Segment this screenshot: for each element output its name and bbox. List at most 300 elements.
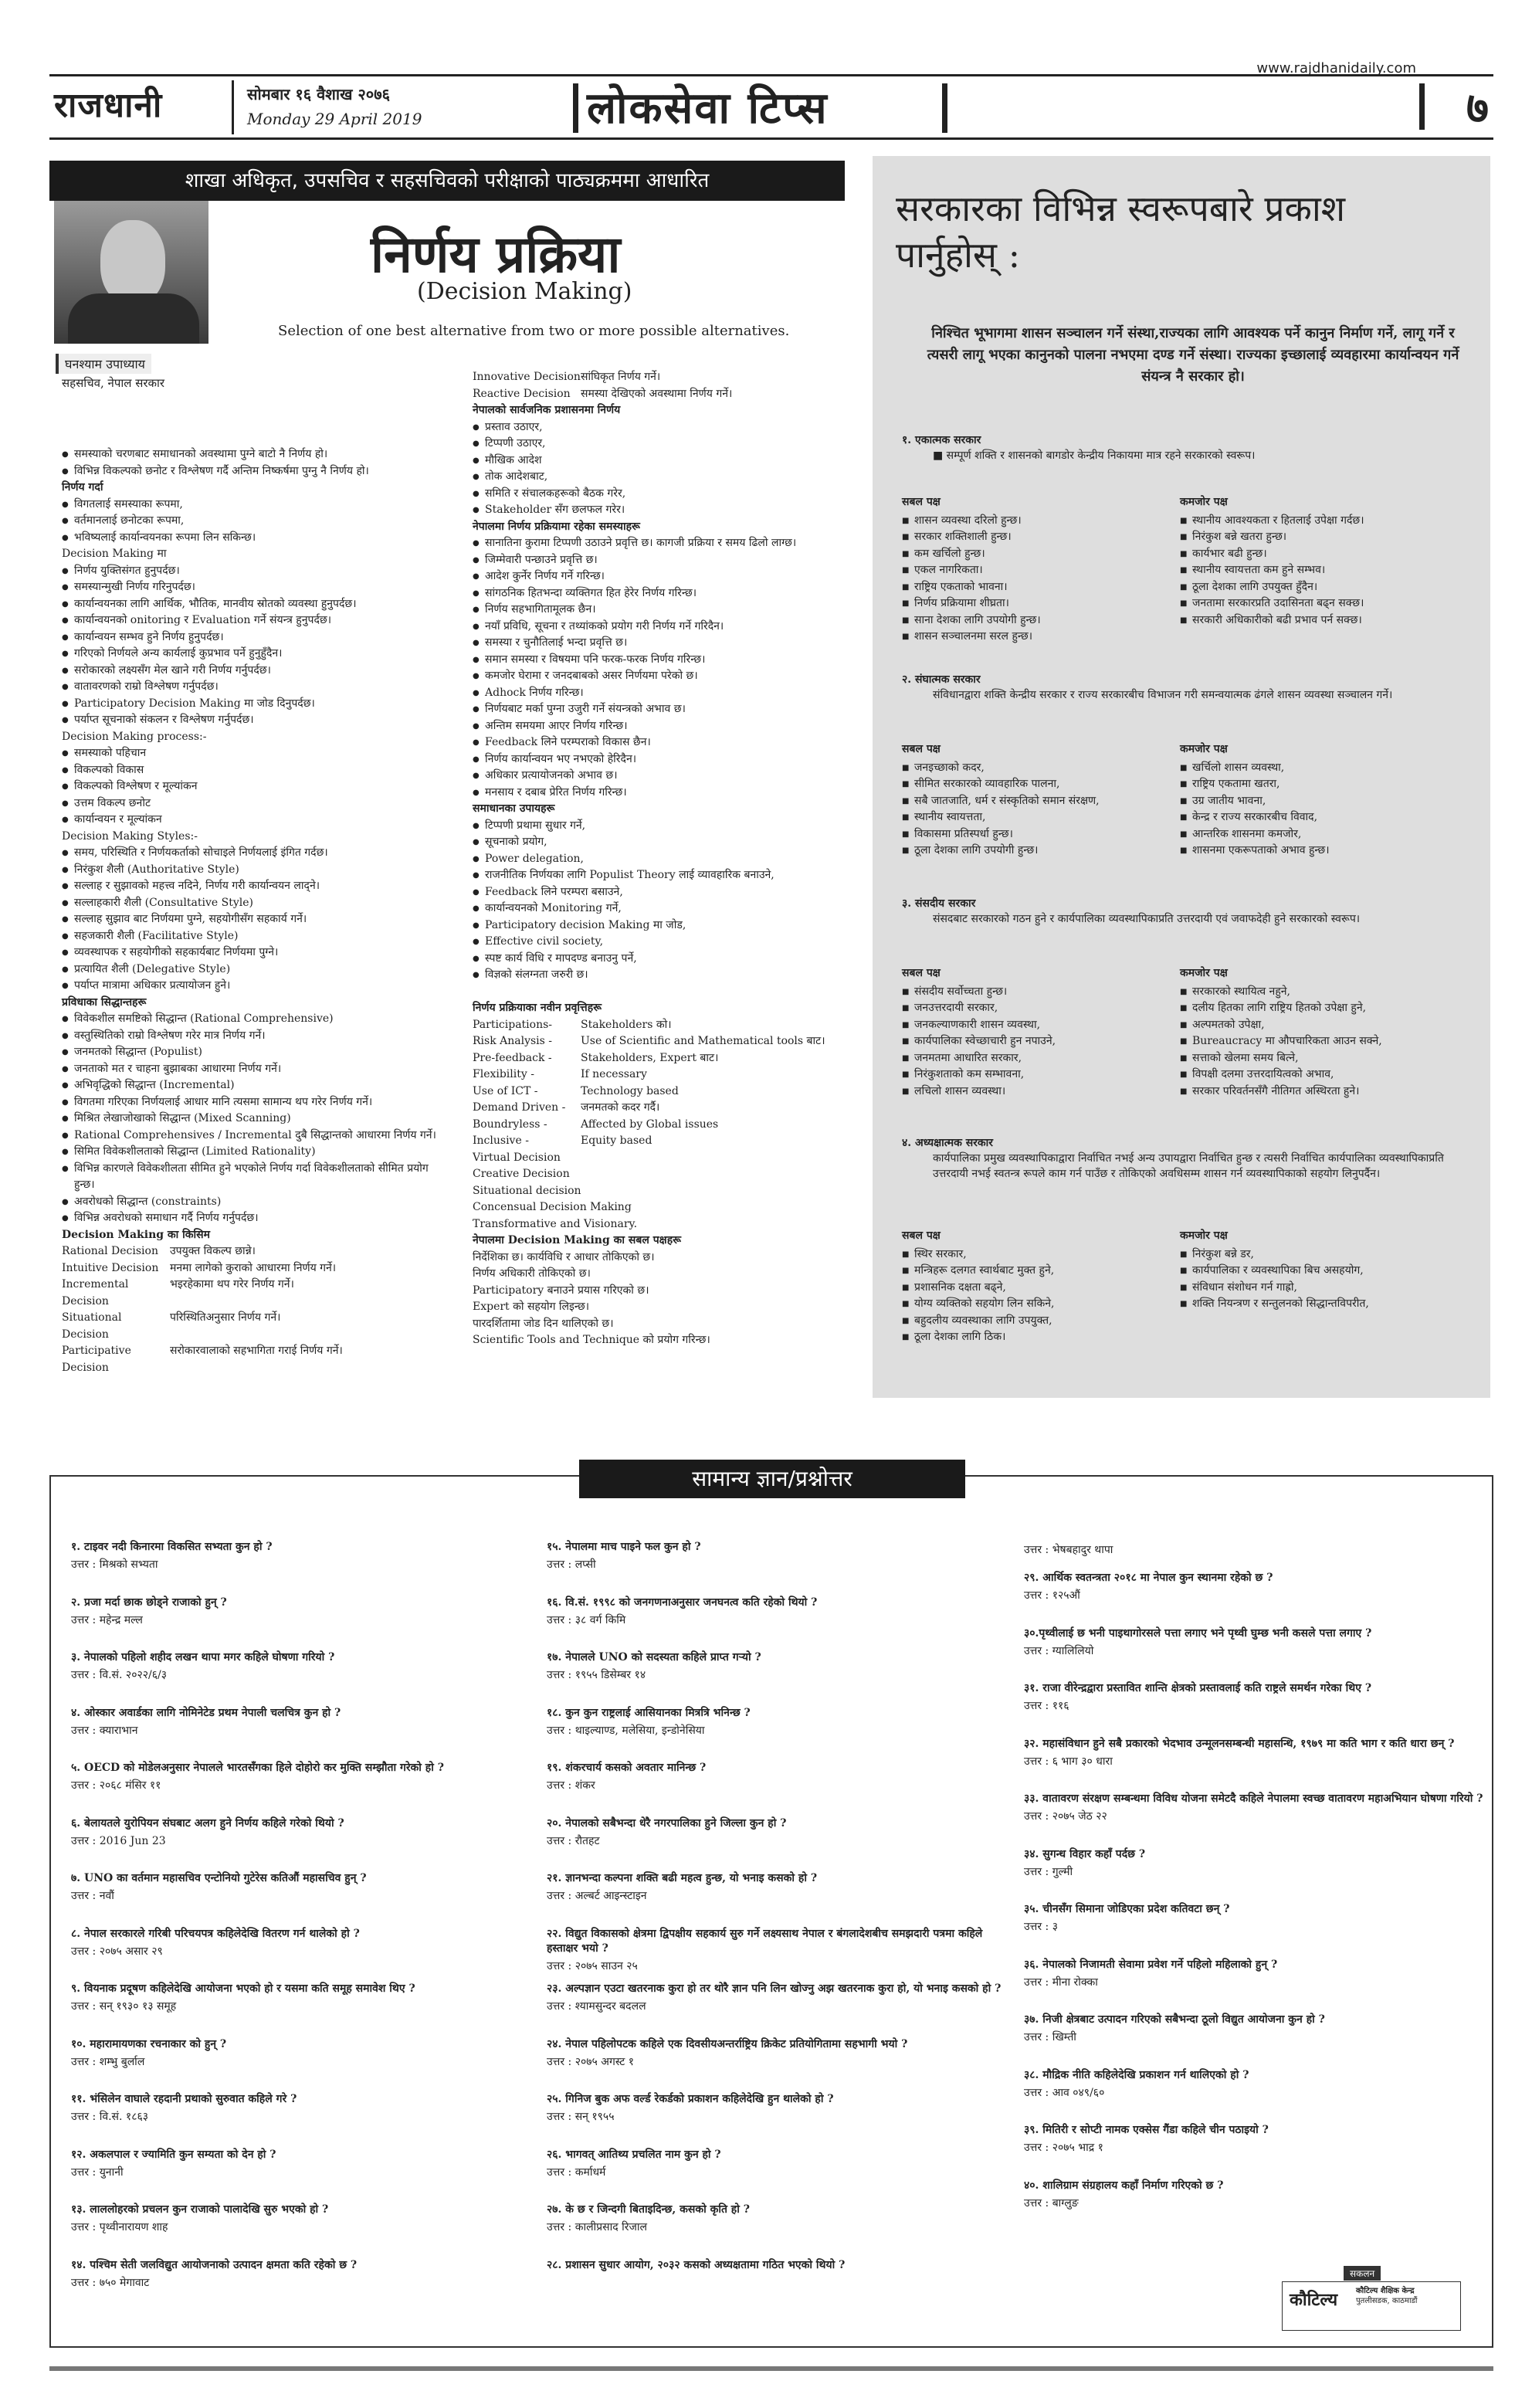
weak-item: ■ स्थानीय स्वायत्तता कम हुने सम्भव। [1192, 562, 1458, 579]
qa-answer: उत्तर : २०६८ मंसिर ११ [71, 1779, 161, 1792]
qa-answer: उत्तर : पृथ्वीनारायण शाह [71, 2221, 168, 2233]
qa-answer: उत्तर : १२५औं [1024, 1589, 1080, 1602]
term-desc: परिस्थितिअनुसार निर्णय गर्ने। [170, 1311, 281, 1324]
qa-question: ३३. वातावरण संरक्षण सम्बन्धमा विविध योजना समेटदै कहिले नेपालमा स्वच्छ वातावरण महाअभियान घोषणा गरियो ? [1024, 1792, 1483, 1805]
qa-question: ३०.पृथ्वीलाई छ भनी पाइथागोरसले पत्ता लगाए भने पृथ्वी घुम्छ भनी कसले पत्ता लगाए ? [1024, 1626, 1372, 1640]
qa-answer: उत्तर : २०७५ असार २९ [71, 1945, 163, 1958]
qa-question: ३. नेपालको पहिलो शहीद लखन थापा मगर कहिले घोषणा गरियो ? [71, 1651, 335, 1664]
qa-answer: उत्तर : १९५५ डिसेम्बर १४ [547, 1669, 646, 1681]
bullet-item: ● कार्यान्वयनको Monitoring गर्ने, [485, 900, 859, 917]
weak-list [1180, 1246, 1458, 1313]
term-row [62, 1277, 448, 1310]
qa-item [547, 2203, 1010, 2258]
qa-question: १२. अकलपाल र ज्यामिति कुन सम्यता को देन हो ? [71, 2148, 276, 2161]
qa-item [547, 1706, 1010, 1762]
text-line: Expert को सहयोग लिइन्छ। [473, 1301, 590, 1313]
weak-item: ■ राष्ट्रिय एकतामा खतरा, [1192, 776, 1458, 793]
qa-item [1024, 2123, 1487, 2179]
strong-item: ■ विकासमा प्रतिस्पर्धा हुन्छ। [914, 826, 1180, 843]
strong-points [902, 741, 1180, 860]
qa-item [71, 1650, 534, 1706]
weak-item: ■ कार्यपालिका र व्यवस्थापिका बिच असहयोग, [1192, 1263, 1458, 1280]
qa-item [1024, 1792, 1487, 1847]
text-line: Decision Making process:- [62, 730, 207, 743]
strong-points [902, 494, 1180, 646]
qa-item [1024, 1681, 1487, 1737]
bullet-item: ● टिप्पणी उठाएर, [485, 436, 859, 453]
term-desc: Equity based [581, 1134, 652, 1147]
qa-item [547, 1650, 1010, 1706]
bullet-item: ● मनसाय र दबाब प्रेरित निर्णय गरिन्छ। [485, 785, 859, 802]
subheading: नेपालमा निर्णय प्रक्रियामा रहेका समस्याहरू [473, 520, 640, 533]
qa-item [1024, 1626, 1487, 1682]
qa-answer: उत्तर : सन् १९५५ [547, 2111, 615, 2123]
weak-item: ■ कार्यभार बढी हुन्छ। [1192, 546, 1458, 563]
term-row [473, 1017, 859, 1034]
footer-rule [49, 2366, 1493, 2371]
weak-item: ■ विपक्षी दलमा उत्तरदायित्वको अभाव, [1192, 1067, 1458, 1084]
qa-question: २१. ज्ञानभन्दा कल्पना शक्ति बढी महत्व हुन्छ, यो भनाइ कसको हो ? [547, 1872, 818, 1884]
weak-item: ■ स्थानीय आवश्यकता र हितलाई उपेक्षा गर्दछ। [1192, 513, 1458, 530]
qa-answer: उत्तर : ३८ वर्ग किमि [547, 1613, 626, 1626]
weak-item: ■ सरकारको स्थायित्व नहुने, [1192, 984, 1458, 1001]
bullet-item: ● समस्यान्मुखी निर्णय गरिनुपर्दछ। [74, 579, 448, 596]
strong-item: ■ संसदीय सर्वोच्चता हुन्छ। [914, 984, 1180, 1001]
qa-question: २३. अल्पज्ञान एउटा खतरनाक कुरा हो तर थोरै ज्ञान पनि लिन खोज्नु अझ खतरनाक कुरा हो, यो भनाइ कसको हो ? [547, 1982, 1002, 1995]
qa-question: ३४. सुगन्ध विहार कहाँ पर्दछ ? [1024, 1847, 1146, 1860]
weak-item: ■ केन्द्र र राज्य सरकारबीच विवाद, [1192, 809, 1458, 826]
qa-item [1024, 1571, 1487, 1626]
term-desc: Use of Scientific and Mathematical tools बाट। [581, 1035, 825, 1047]
bullet-item: ● समान समस्या र विषयमा पनि फरक-फरक निर्णय गरिन्छ। [485, 652, 859, 669]
term-desc: Affected by Global issues [581, 1118, 719, 1131]
bullet-item: ● राजनीतिक निर्णयका लागि Populist Theory लाई व्यावहारिक बनाउने, [485, 867, 859, 884]
bullet-item: ● विकल्पको विश्लेषण र मूल्यांकन [74, 778, 448, 795]
strong-item: ■ जनइच्छाको कदर, [914, 760, 1180, 777]
subheading: नेपालको सार्वजनिक प्रशासनमा निर्णय [473, 404, 621, 416]
text-line: Virtual Decision [473, 1151, 561, 1164]
bullet-item: ● सल्लाह र सुझावको महत्त्व नदिने, निर्णय गरी कार्यान्वयन लाद्ने। [74, 878, 448, 895]
govt-section [902, 672, 1473, 703]
bullet-item: ● गरिएको निर्णयले अन्य कार्यलाई कुप्रभाव पर्ने हुनुहुँदैन। [74, 646, 448, 663]
bullet-item: ● निर्णय सहभागितामूलक छैन। [485, 602, 859, 619]
strong-points [902, 1228, 1180, 1346]
subheading: Decision Making का किसिम [62, 1228, 211, 1241]
bullet-item: ● सल्लाह सुझाव बाट निर्णयमा पुग्ने, सहयोगीसँग सहकार्य गर्ने। [74, 911, 448, 928]
date-english: Monday 29 April 2019 [247, 110, 422, 128]
weak-list [1180, 984, 1458, 1101]
weak-item: ■ सरकारी अधिकारीको बढी प्रभाव पर्न सक्छ। [1192, 612, 1458, 629]
weak-item: ■ जनतामा सरकारप्रति उदासिनता बढ्न सक्छ। [1192, 595, 1458, 612]
qa-answer: उत्तर : नवौं [71, 1890, 114, 1902]
bullet-item: ● आदेश कुर्नेर निर्णय गर्ने गरिन्छ। [485, 568, 859, 585]
qa-item [71, 1927, 534, 1982]
qa-column-3 [1024, 1540, 1487, 2233]
qa-answer: उत्तर : खिम्ती [1024, 2031, 1076, 2043]
qa-question: २७. के छ र जिन्दगी बिताइदिन्छ, कसको कृति हो ? [547, 2203, 750, 2216]
qa-column-1 [71, 1540, 534, 2313]
term-label: Incremental Decision [62, 1278, 129, 1307]
weak-label: कमजोर पक्ष [1180, 496, 1228, 508]
qa-answer: उत्तर : ३ [1024, 1921, 1058, 1933]
bullet-item: ● समिति र संचालकहरूको बैठक गरेर, [485, 486, 859, 503]
author-name: घनश्याम उपाध्याय [56, 354, 151, 374]
term-row [473, 1067, 859, 1084]
qa-item [1024, 1902, 1487, 1958]
qa-answer: उत्तर : ६ भाग ३० धारा [1024, 1755, 1113, 1768]
term-desc: सांघिकृत निर्णय गर्ने। [581, 371, 661, 383]
qa-item [547, 2148, 1010, 2203]
strong-label: सबल पक्ष [902, 496, 941, 508]
term-row [62, 1260, 448, 1277]
qa-question: १०. महारामायणका रचनाकार को हुन् ? [71, 2037, 227, 2050]
term-row [473, 1084, 859, 1101]
bullet-item: ● Participatory decision Making मा जोड, [485, 917, 859, 934]
bullet-item: ● निरंकुश शैली (Authoritative Style) [74, 862, 448, 879]
qa-item [547, 2258, 1010, 2314]
weak-item: ■ अल्पमतको उपेक्षा, [1192, 1017, 1458, 1034]
qa-item [547, 1982, 1010, 2037]
bullet-item: ● विवेकशील समष्टिको सिद्धान्त (Rational Comprehensive) [74, 1011, 448, 1028]
term-desc: Stakeholders को। [581, 1018, 672, 1031]
qa-answer: उत्तर : आव ०४९/६० [1024, 2086, 1105, 2099]
term-label: Demand Driven - [473, 1101, 566, 1114]
qa-item [1024, 1958, 1487, 2013]
strong-item: ■ सरकार शक्तिशाली हुन्छ। [914, 529, 1180, 546]
strong-item: ■ सबै जातजाति, धर्म र संस्कृतिको समान संरक्षण, [914, 793, 1180, 810]
sponsor-logo: कौटिल्य [1290, 2290, 1338, 2310]
qa-item [547, 1927, 1010, 1982]
bullet-item: ● कार्यान्वयनका लागि आर्थिक, भौतिक, मानवीय स्रोतको व्यवस्था हुनुपर्दछ। [74, 596, 448, 613]
bullet-item: ● जनमतको सिद्धान्त (Populist) [74, 1044, 448, 1061]
weak-points [1180, 1228, 1458, 1346]
qa-item [1024, 2013, 1487, 2068]
term-label: Participative Decision [62, 1345, 131, 1374]
strong-label: सबल पक्ष [902, 967, 941, 979]
qa-question: १९. शंकरचार्य कसको अवतार मानिन्छ ? [547, 1762, 707, 1774]
qa-item [71, 1871, 534, 1927]
term-desc: मनमा लागेको कुराको आधारमा निर्णय गर्ने। [170, 1261, 337, 1274]
bullet-item: ● स्पष्ट कार्य विधि र मापदण्ड बनाउनु पर्ने, [485, 951, 859, 968]
sponsor-address: पुतलीसडक, काठमाडौं [1356, 2297, 1418, 2305]
term-desc: Technology based [581, 1084, 679, 1097]
qa-item [71, 1816, 534, 1872]
term-row [473, 1033, 859, 1050]
bullet-item: ● Effective civil society, [485, 934, 859, 951]
qa-question: २०. नेपालको सबैभन्दा धेरै नगरपालिका हुने जिल्ला कुन हो ? [547, 1816, 787, 1830]
bullet-item: ● अवरोधको सिद्धान्त (constraints) [74, 1194, 448, 1211]
bullet-item: ● Adhock निर्णय गरिन्छ। [485, 685, 859, 702]
qa-answer: उत्तर : वि.सं. १८६३ [71, 2111, 149, 2123]
bullet-item: ● सिमित विवेकशीलताको सिद्धान्त (Limited Rationality) [74, 1144, 448, 1161]
qa-answer: उत्तर : मिश्रको सभ्यता [71, 1558, 158, 1571]
bullet-item: ● वस्तुस्थितिको राम्रो विश्लेषण गरेर मात्र निर्णय गर्ने। [74, 1028, 448, 1045]
bullet-item: ● पर्याप्त सूचनाको संकलन र विश्लेषण गर्नुपर्दछ। [74, 712, 448, 729]
govt-section-pros-cons [902, 494, 1473, 646]
qa-answer: उत्तर : २०७५ जेठ २२ [1024, 1810, 1107, 1823]
text-line: Creative Decision [473, 1168, 570, 1180]
term-row [473, 1117, 859, 1134]
bullet-list [62, 845, 448, 995]
strong-item: ■ कम खर्चिलो हुन्छ। [914, 546, 1180, 563]
bullet-item: ● कार्यान्वयन सम्भव हुने निर्णय हुनुपर्दछ। [74, 629, 448, 646]
bullet-item: ● समय, परिस्थिति र निर्णयकर्ताको सोचाइले निर्णयलाई इंगित गर्दछ। [74, 845, 448, 862]
weak-points [1180, 494, 1458, 646]
text-line: Scientific Tools and Technique को प्रयोग गरिन्छ। [473, 1334, 710, 1346]
qa-item [1024, 1847, 1487, 1903]
sponsor-label: सकलन [1344, 2266, 1381, 2281]
govt-section-desc: ■ सम्पूर्ण शक्ति र शासनको बागडोर केन्द्रीय निकायमा मात्र रहने सरकारको स्वरूप। [933, 449, 1256, 462]
qa-item [71, 1596, 534, 1651]
bullet-item: ● तोक आदेशबाट, [485, 469, 859, 486]
strong-item: ■ ठूला देशका लागि ठिक। [914, 1329, 1180, 1346]
qa-question: ५. OECD को मोडेलअनुसार नेपालले भारतसँगका हिले दोहोरो कर मुक्ति सम्झौता गरेको हो ? [71, 1762, 444, 1774]
strong-item: ■ शासन व्यवस्था दरिलो हुन्छ। [914, 513, 1180, 530]
weak-item: ■ शासनमा एकरूपताको अभाव हुन्छ। [1192, 843, 1458, 860]
bullet-item: ● समस्या र चुनौतिलाई भन्दा प्रवृत्ति छ। [485, 635, 859, 652]
qa-question: २२. विद्युत विकासको क्षेत्रमा द्विपक्षीय सहकार्य सुरु गर्ने लक्ष्यसाथ नेपाल र बंगलादेशबीच समझदारी पत्रमा कहिले हस्ताक्षर भयो ? [547, 1927, 983, 1955]
govt-section-title: ३. संसदीय सरकार [902, 897, 976, 910]
qa-answer: उत्तर : 2016 Jun 23 [71, 1834, 166, 1847]
text-line: पारदर्शितामा जोड दिन थालिएको छ। [473, 1317, 614, 1330]
author-role: सहसचिव, नेपाल सरकार [62, 376, 165, 390]
weak-item: ■ सरकार परिवर्तनसँगै नीतिगत अस्थिरता हुने। [1192, 1084, 1458, 1101]
bullet-item: ● अधिकार प्रत्यायोजनको अभाव छ। [485, 768, 859, 785]
spacer [473, 984, 859, 1001]
qa-question: १५. नेपालमा माच पाइने फल कुन हो ? [547, 1541, 701, 1553]
bullet-item: ● व्यवस्थापक र सहयोगीको सहकार्यबाट निर्णयमा पुग्ने। [74, 945, 448, 962]
strong-list [902, 1246, 1180, 1346]
article-column-1 [62, 446, 448, 1376]
bullet-item: ● नयाँ प्रविधि, सूचना र तथ्यांकको प्रयोग गरी निर्णय गर्ने गरिदैन। [485, 619, 859, 636]
qa-item [71, 2092, 534, 2148]
qa-answer: उत्तर : २०७५ अगस्ट १ [547, 2055, 635, 2068]
bullet-item: ● Feedback लिने परम्पराको विकास छैन। [485, 734, 859, 751]
masthead-divider [232, 80, 234, 134]
qa-item [71, 2148, 534, 2203]
weak-item: ■ आन्तरिक शासनमा कमजोर, [1192, 826, 1458, 843]
qa-answer: उत्तर : युनानी [71, 2166, 124, 2179]
bullet-item: ● विज्ञको संलग्नता जरुरी छ। [485, 967, 859, 984]
weak-item: ■ दलीय हितका लागि राष्ट्रिय हितको उपेक्षा हुने, [1192, 1000, 1458, 1017]
text-line: निर्णय अधिकारी तोकिएको छ। [473, 1267, 591, 1280]
text-line: Concensual Decision Making [473, 1201, 632, 1213]
bullet-item: ● सांगठनिक हितभन्दा व्यक्तिगत हित हेरेर निर्णय गरिन्छ। [485, 585, 859, 602]
qa-question: ७. UNO का वर्तमान महासचिव एन्टोनियो गुटेरेस कतिऔं महासचिव हुन् ? [71, 1872, 367, 1884]
strong-item: ■ निरंकुशताको कम सम्भावना, [914, 1067, 1180, 1084]
govt-section-title: २. संघात्मक सरकार [902, 673, 981, 686]
govt-section-pros-cons [902, 741, 1473, 860]
govt-box-lede: निश्चित भूभागमा शासन सञ्चालन गर्ने संस्था,राज्यका लागि आवश्यक पर्ने कानुन निर्माण गर्ने, लागू गर्ने र त्यसरी लागू भएका कानुनको पालना नभएमा दण्ड गर्ने संस्था। राज्यका इच्छालाई व्यवहारमा कार्यान्वयन गर्ने संयन्त्र नै सरकार हो। [927, 325, 1459, 385]
strong-item: ■ जनमतमा आधारित सरकार, [914, 1050, 1180, 1067]
term-label: Participations- [473, 1018, 553, 1031]
term-row [62, 1343, 448, 1376]
weak-label: कमजोर पक्ष [1180, 1229, 1228, 1242]
subheading: निर्णय प्रक्रियाका नवीन प्रवृत्तिहरू [473, 1002, 602, 1014]
qa-answer: उत्तर : वि.सं. २०२२/६/३ [71, 1669, 168, 1681]
weak-item: ■ खर्चिलो शासन व्यवस्था, [1192, 760, 1458, 777]
bullet-item: ● कमजोर घेरामा र जनदबाबको असर निर्णयमा परेको छ। [485, 668, 859, 685]
qa-item [547, 1816, 1010, 1872]
sponsor-name: कौटिल्य शैक्षिक केन्द्र [1356, 2287, 1415, 2295]
qa-answer: उत्तर : २०७५ साउन २५ [547, 1959, 638, 1972]
qa-answer: उत्तर : ग्यालिलियो [1024, 1644, 1094, 1657]
term-label: Pre-feedback - [473, 1051, 552, 1064]
bullet-item: ● सल्लाहकारी शैली (Consultative Style) [74, 895, 448, 912]
term-row [473, 1100, 859, 1117]
subheading: प्रविधाका सिद्धान्तहरू [62, 995, 147, 1009]
weak-item: ■ निरंकुश बन्ने खतरा हुन्छ। [1192, 529, 1458, 546]
term-row [62, 1310, 448, 1343]
bullet-item: ● जनताको मत र चाहना बुझाबका आधारमा निर्णय गर्ने। [74, 1061, 448, 1078]
text-line: Situational decision [473, 1184, 581, 1197]
term-row [473, 1133, 859, 1150]
weak-item: ■ शक्ति नियन्त्रण र सन्तुलनको सिद्धान्तविपरीत, [1192, 1296, 1458, 1313]
govt-section [902, 432, 1473, 463]
bullet-item: ● पर्याप्त मात्रामा अधिकार प्रत्यायोजन हुने। [74, 978, 448, 995]
article-subtitle: (Decision Making) [417, 278, 632, 305]
bullet-item: ● वातावरणको राम्रो विश्लेषण गर्नुपर्दछ। [74, 679, 448, 696]
weak-points [1180, 741, 1458, 860]
section-divider-right [942, 83, 947, 133]
weak-list [1180, 513, 1458, 629]
term-label: Intuitive Decision [62, 1261, 159, 1274]
subheading: समाधानका उपायहरू [473, 802, 555, 815]
bullet-item: ● विकल्पको विकास [74, 762, 448, 779]
govt-section-title: १. एकात्मक सरकार [902, 434, 981, 446]
qa-item [547, 2037, 1010, 2093]
term-desc: सरोकारवालाको सहभागिता गराई निर्णय गर्ने। [170, 1345, 343, 1357]
term-label: Boundryless - [473, 1118, 547, 1131]
qa-answer: उत्तर : क्याराभान [71, 1724, 138, 1737]
weak-item: ■ Bureaucracy मा औपचारिकता आउन सक्ने, [1192, 1033, 1458, 1050]
qa-answer: उत्तर : महेन्द्र मल्ल [71, 1613, 143, 1626]
qa-question: १८. कुन कुन राष्ट्रलाई आसियानका मित्रत्रि भनिन्छ ? [547, 1706, 751, 1719]
qa-column-2 [547, 1540, 1010, 2313]
qa-question: ९. वियनाक प्रदूषण कहिलेदेखि आयोजना भएको हो र यसमा कति समूह समावेश थिए ? [71, 1982, 415, 1995]
bullet-item: ● अभिवृद्धिको सिद्धान्त (Incremental) [74, 1077, 448, 1094]
qa-answer: उत्तर : सन् १९३० १३ समूह [71, 2000, 177, 2013]
bullet-item: ● वर्तमानलाई छनोटका रूपमा, [74, 513, 448, 530]
govt-section-pros-cons [902, 1228, 1473, 1346]
qa-question: १६. वि.सं. १९९८ को जनगणनाअनुसार जनघनत्व कति रहेको थियो ? [547, 1596, 818, 1609]
strong-item: ■ निर्णय प्रक्रियामा शीघ्रता। [914, 595, 1180, 612]
term-desc: भइरहेकामा थप गरेर निर्णय गर्ने। [170, 1278, 294, 1290]
weak-list [1180, 760, 1458, 860]
qa-question: ११. भंसिलेन वाघाले रहदानी प्रथाको सुरुवात कहिले गरे ? [71, 2093, 297, 2105]
bullet-item: ● निर्णय युक्तिसंगत हुनुपर्दछ। [74, 563, 448, 580]
qa-banner: सामान्य ज्ञान/प्रश्नोत्तर [579, 1460, 965, 1498]
bullet-item: ● समस्याको चरणबाट समाधानको अवस्थामा पुग्ने बाटो नै निर्णय हो। [74, 446, 448, 463]
strong-item: ■ एकल नागरिकता। [914, 562, 1180, 579]
term-desc: जनमतको कदर गर्दै। [581, 1101, 660, 1114]
govt-section-desc: कार्यपालिका प्रमुख व्यवस्थापिकाद्वारा निर्वाचित नभई अन्य उपायद्वारा निर्वाचित हुन्छ र त्यसरी निर्वाचित कार्यपालिका व्यवस्थापिकाप्रति उत्तरदायी नभई स्वतन्त्र रूपले काम गर्न पाउँछ र तोकिएको अवधिसम्म शासन गर्न व्यवस्थापिकाको सहयोग लिनुपर्दैन। [933, 1152, 1444, 1180]
qa-answer: उत्तर : श्यामसुन्दर बदलल [547, 2000, 646, 2013]
bullet-item: ● Stakeholder सँग छलफल गरेर। [485, 502, 859, 519]
qa-question: २६. भागवत् आतिथ्य प्रचलित नाम कुन हो ? [547, 2148, 721, 2161]
bullet-item: ● सानातिना कुरामा टिप्पणी उठाउने प्रवृत्ति छ। कागजी प्रक्रिया र समय ढिलो लाग्छ। [485, 535, 859, 552]
strong-item: ■ बहुदलीय व्यवस्थाका लागि उपयुक्त, [914, 1313, 1180, 1330]
header-bottom-rule [49, 137, 1493, 140]
bullet-item: ● उत्तम विकल्प छनोट [74, 795, 448, 812]
weak-item: ■ ठूला देशका लागि उपयुक्त हुँदैन। [1192, 579, 1458, 596]
section-divider-left [573, 83, 578, 133]
term-row [473, 386, 859, 403]
article-column-2 [473, 369, 859, 1349]
bullet-item: ● मिश्रित लेखाजोखाको सिद्धान्त (Mixed Scanning) [74, 1111, 448, 1128]
term-label: Reactive Decision [473, 387, 571, 400]
qa-question: २५. गिनिज बुक अफ वर्ल्ड रेकर्डको प्रकाशन कहिलेदेखि हुन थालेको हो ? [547, 2093, 834, 2105]
bullet-list [473, 818, 859, 984]
qa-question: ४. ओस्कार अवार्डका लागि नोमिनेटेड प्रथम नेपाली चलचित्र कुन हो ? [71, 1706, 341, 1719]
term-label: Risk Analysis - [473, 1035, 553, 1047]
text-line: Decision Making मा [62, 548, 167, 560]
bullet-item: ● Participatory Decision Making मा जोड दिनुपर्दछ। [74, 696, 448, 713]
strong-points [902, 965, 1180, 1100]
qa-answer: उत्तर : अल्बर्ट आइन्स्टाइन [547, 1890, 647, 1902]
strong-item: ■ साना देशका लागि उपयोगी हुन्छ। [914, 612, 1180, 629]
bullet-item: ● सरोकारको लक्ष्यसँग मेल खाने गरी निर्णय गर्नुपर्दछ। [74, 663, 448, 680]
qa-item [547, 2092, 1010, 2148]
bullet-list [62, 745, 448, 829]
bullet-list [62, 563, 448, 729]
qa-item [1024, 2179, 1487, 2234]
text-line: Participatory बनाउने प्रयास गरिएको छ। [473, 1284, 649, 1297]
weak-item: ■ संविधान संशोधन गर्न गाह्रो, [1192, 1280, 1458, 1297]
qa-question: ३८. मौद्रिक नीति कहिलेदेखि प्रकाशन गर्न थालिएको हो ? [1024, 2068, 1249, 2081]
strong-item: ■ ठूला देशका लागि उपयोगी हुन्छ। [914, 843, 1180, 860]
term-row [473, 1050, 859, 1067]
bullet-item: ● जिम्मेवारी पन्छाउने प्रवृत्ति छ। [485, 552, 859, 569]
section-title: लोकसेवा टिप्स [587, 83, 829, 134]
qa-answer: उत्तर : २०७५ भाद्र १ [1024, 2142, 1103, 2154]
page-number: ७ [1466, 83, 1489, 134]
strong-item: ■ राष्ट्रिय एकताको भावना। [914, 579, 1180, 596]
strong-item: ■ जनकल्याणकारी शासन व्यवस्था, [914, 1017, 1180, 1034]
qa-item [547, 1761, 1010, 1816]
bullet-item: ● कार्यान्वयनको onitoring र Evaluation गर्ने संयन्त्र हुनुपर्दछ। [74, 612, 448, 629]
strong-list [902, 513, 1180, 646]
qa-question: २९. आर्थिक स्वतन्त्रता २०१८ मा नेपाल कुन स्थानमा रहेको छ ? [1024, 1572, 1273, 1584]
text-line: Decision Making Styles:- [62, 829, 198, 843]
qa-question: १७. नेपालले UNO को सदस्यता कहिले प्राप्त गऱ्यो ? [547, 1651, 761, 1664]
qa-item [71, 1761, 534, 1816]
strong-list [902, 984, 1180, 1101]
qa-item [547, 1871, 1010, 1927]
bullet-item: ● विभिन्न अवरोधको समाधान गर्दै निर्णय गर्नुपर्दछ। [74, 1210, 448, 1227]
term-label: Rational Decision [62, 1245, 158, 1257]
bullet-item: ● विगतमा गरिएका निर्णयलाई आधार मानि त्यसमा सामान्य थप गरेर निर्णय गर्ने। [74, 1094, 448, 1111]
strong-item: ■ सीमित सरकारको व्यावहारिक पालना, [914, 776, 1180, 793]
text-line: Transformative and Visionary. [473, 1217, 638, 1230]
article-definition: Selection of one best alternative from two or more possible alternatives. [278, 323, 790, 339]
date-nepali: सोमबार १६ वैशाख २०७६ [247, 85, 390, 103]
qa-item [71, 2258, 534, 2314]
term-desc: उपयुक्त विकल्प छान्ने। [170, 1245, 256, 1257]
term-label: Innovative Decision [473, 371, 581, 383]
qa-answer: उत्तर : शंकर [547, 1779, 595, 1792]
bullet-item: ● टिप्पणी प्रथामा सुधार गर्ने, [485, 818, 859, 835]
term-label: Situational Decision [62, 1311, 122, 1341]
bullet-item: ● Power delegation, [485, 851, 859, 868]
bullet-list [473, 535, 859, 801]
qa-question: ८. नेपाल सरकारले गरिबी परिचयपत्र कहिलेदेखि वितरण गर्न थालेको हो ? [71, 1927, 360, 1940]
strong-item: ■ मन्त्रिहरू दलगत स्वार्थबाट मुक्त हुने, [914, 1263, 1180, 1280]
qa-question: २. प्रजा मर्दा छाक छोड्ने राजाको हुन् ? [71, 1596, 227, 1609]
weak-item: ■ सत्ताको खेलमा समय बित्ने, [1192, 1050, 1458, 1067]
qa-item [71, 1540, 534, 1596]
qa-item [1024, 1737, 1487, 1792]
